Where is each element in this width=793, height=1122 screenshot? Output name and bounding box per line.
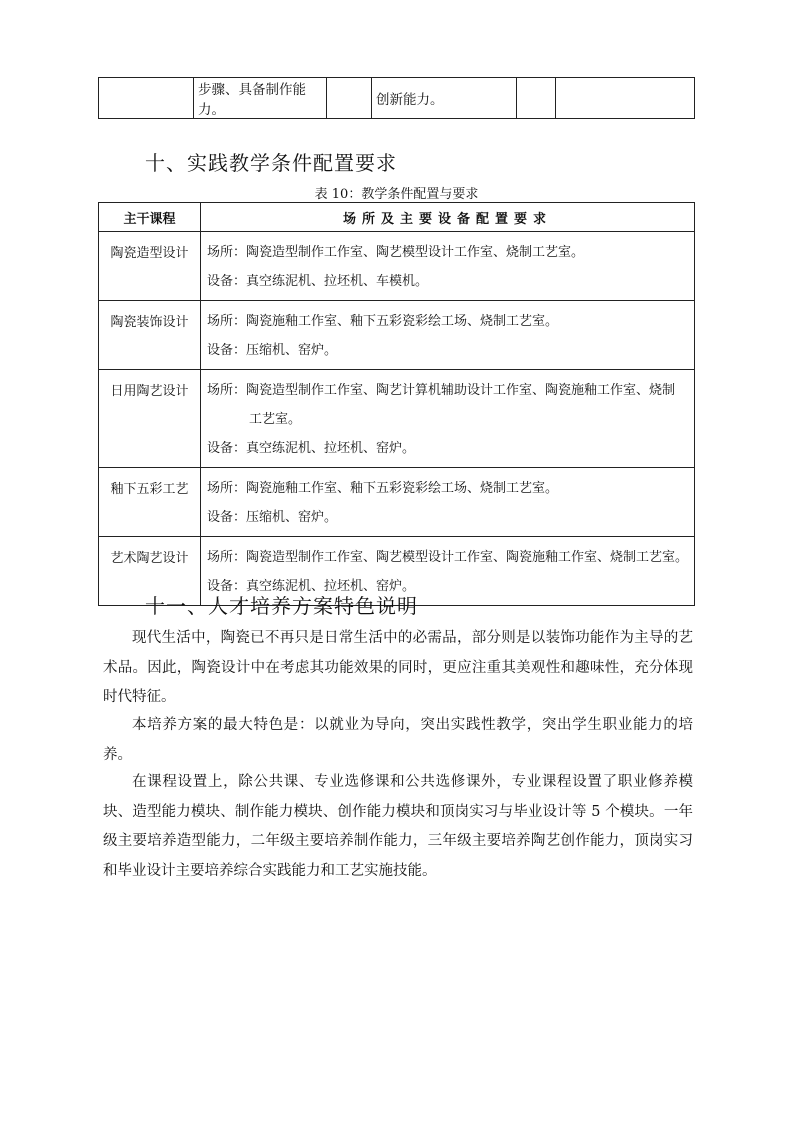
course-name: 陶瓷造型设计 bbox=[99, 232, 201, 301]
table-row bbox=[99, 78, 695, 119]
body-paragraph: 在课程设置上，除公共课、专业选修课和公共选修课外，专业课程设置了职业修养模块、造型能力模块、制作能力模块、创作能力模块和顶岗实习与毕业设计等 5 个模块。一年级主要培养造型能力，二年级主要培养制作能力，三年级主要培养陶艺创作能力，顶岗实习和毕业设计主要培养综合实践能力和工艺实施技能。 bbox=[103, 774, 693, 879]
table-header-row bbox=[99, 203, 695, 232]
section-heading: 十、实践教学条件配置要求 bbox=[145, 151, 397, 175]
venue-text: 场所：陶瓷造型制作工作室、陶艺计算机辅助设计工作室、陶瓷施釉工作室、烧制 bbox=[207, 383, 676, 398]
table-cell bbox=[327, 78, 372, 119]
requirements-cell bbox=[201, 301, 695, 370]
venue-text: 场所：陶瓷施釉工作室、釉下五彩瓷彩绘工场、烧制工艺室。 bbox=[207, 314, 559, 329]
venue-text: 场所：陶瓷造型制作工作室、陶艺模型设计工作室、烧制工艺室。 bbox=[207, 245, 585, 260]
table-cell bbox=[556, 78, 695, 119]
table-row bbox=[99, 468, 695, 537]
equipment-text: 设备：压缩机、窑炉。 bbox=[207, 510, 338, 525]
venue-text-continued: 工艺室。 bbox=[249, 412, 302, 427]
course-name: 陶瓷装饰设计 bbox=[99, 301, 201, 370]
equipment-text: 设备：压缩机、窑炉。 bbox=[207, 343, 338, 358]
table-cell bbox=[99, 78, 194, 119]
course-name: 釉下五彩工艺 bbox=[99, 468, 201, 537]
venue-text: 场所：陶瓷造型制作工作室、陶艺模型设计工作室、陶瓷施釉工作室、烧制工艺室。 bbox=[207, 550, 689, 565]
table-cell: 创新能力。 bbox=[372, 78, 517, 119]
table-row bbox=[99, 232, 695, 301]
table-row bbox=[99, 370, 695, 468]
venue-text: 场所：陶瓷施釉工作室、釉下五彩瓷彩绘工场、烧制工艺室。 bbox=[207, 481, 559, 496]
requirements-cell bbox=[201, 468, 695, 537]
requirements-cell bbox=[201, 232, 695, 301]
table-cell bbox=[517, 78, 556, 119]
body-paragraph: 现代生活中，陶瓷已不再只是日常生活中的必需品，部分则是以装饰功能作为主导的艺术品。因此，陶瓷设计中在考虑其功能效果的同时，更应注重其美观性和趣味性，充分体现时代特征。 bbox=[103, 630, 693, 705]
table-cell: 步骤、具备制作能力。 bbox=[194, 78, 327, 119]
body-paragraph: 本培养方案的最大特色是：以就业为导向，突出实践性教学，突出学生职业能力的培养。 bbox=[103, 717, 693, 763]
course-name: 艺术陶艺设计 bbox=[99, 537, 201, 606]
previous-table-fragment bbox=[98, 77, 695, 119]
table-row bbox=[99, 301, 695, 370]
equipment-text: 设备：真空练泥机、拉坯机、窑炉。 bbox=[207, 441, 416, 456]
equipment-table bbox=[98, 202, 695, 606]
requirements-cell bbox=[201, 370, 695, 468]
header-course: 主干课程 bbox=[99, 203, 201, 232]
equipment-text: 设备：真空练泥机、拉坯机、窑炉。 bbox=[207, 579, 416, 594]
header-requirements: 场所及主要设备配置要求 bbox=[201, 203, 695, 232]
table-caption: 表 10：教学条件配置与要求 bbox=[314, 187, 479, 202]
equipment-text: 设备：真空练泥机、拉坯机、车模机。 bbox=[207, 274, 429, 289]
course-name: 日用陶艺设计 bbox=[99, 370, 201, 468]
section-heading: 十一、人才培养方案特色说明 bbox=[145, 594, 418, 618]
